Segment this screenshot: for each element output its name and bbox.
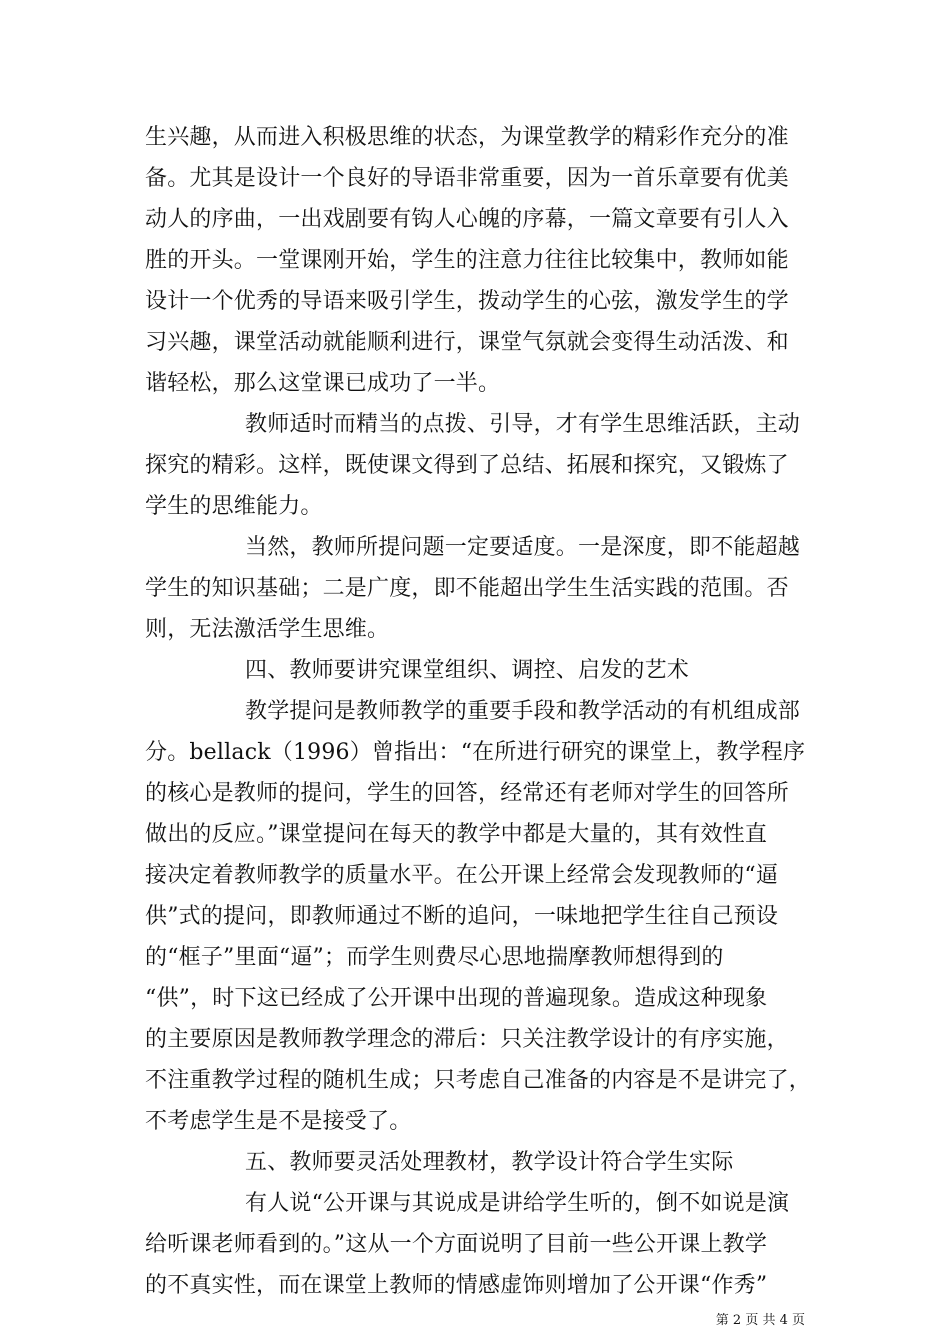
text-line: 教学提问是教师教学的重要手段和教学活动的有机组成部 (245, 699, 801, 724)
text-line: 有人说“公开课与其说成是讲给学生听的，倒不如说是演 (245, 1191, 790, 1216)
text-line: “供”，时下这已经成了公开课中出现的普遍现象。造成这种现象 (145, 986, 768, 1011)
text-line: 动人的序曲，一出戏剧要有钩人心魄的序幕，一篇文章要有引人入 (145, 207, 789, 232)
text-line: 谐轻松，那么这堂课已成功了一半。 (145, 371, 501, 396)
section-heading: 四、教师要讲究课堂组织、调控、启发的艺术 (245, 658, 690, 683)
text-line: 的“框子”里面“逼”；而学生则费尽心思地揣摩教师想得到的 (145, 945, 724, 970)
text-line: 教师适时而精当的点拨、引导，才有学生思维活跃，主动 (245, 412, 801, 437)
text-line: 胜的开头。一堂课刚开始，学生的注意力往往比较集中，教师如能 (145, 248, 789, 273)
text-line: 给听课老师看到的。”这从一个方面说明了目前一些公开课上教学 (145, 1232, 768, 1257)
text-line: 学生的思维能力。 (145, 494, 323, 519)
text-line: 的不真实性，而在课堂上教师的情感虚饰则增加了公开课“作秀” (145, 1273, 768, 1298)
text-line: 的主要原因是教师教学理念的滞后：只关注教学设计的有序实施， (145, 1027, 789, 1052)
text-line: 做出的反应。”课堂提问在每天的教学中都是大量的，其有效性直 (145, 822, 768, 847)
section-heading: 五、教师要灵活处理教材，教学设计符合学生实际 (245, 1150, 734, 1175)
text-line: 接决定着教师教学的质量水平。在公开课上经常会发现教师的“逼 (145, 863, 779, 888)
text-line: 学生的知识基础；二是广度，即不能超出学生生活实践的范围。否 (145, 576, 789, 601)
text-line: 当然，教师所提问题一定要适度。一是深度，即不能超越 (245, 535, 801, 560)
text-line: 探究的精彩。这样，既使课文得到了总结、拓展和探究，又锻炼了 (145, 453, 789, 478)
text-line: 分。bellack（1996）曾指出：“在所进行研究的课堂上，教学程序 (145, 740, 806, 765)
page-number-footer: 第 2 页 共 4 页 (715, 1313, 805, 1328)
text-line: 供”式的提问，即教师通过不断的追问，一味地把学生往自己预设 (145, 904, 779, 929)
text-line: 不考虑学生是不是接受了。 (145, 1109, 412, 1134)
text-line: 习兴趣，课堂活动就能顺利进行，课堂气氛就会变得生动活泼、和 (145, 330, 789, 355)
text-line: 备。尤其是设计一个良好的导语非常重要，因为一首乐章要有优美 (145, 166, 789, 191)
text-line: 的核心是教师的提问，学生的回答，经常还有老师对学生的回答所 (145, 781, 789, 806)
text-line: 生兴趣，从而进入积极思维的状态，为课堂教学的精彩作充分的准 (145, 125, 789, 150)
text-line: 不注重教学过程的随机生成；只考虑自己准备的内容是不是讲完了， (145, 1068, 812, 1093)
text-line: 设计一个优秀的导语来吸引学生，拨动学生的心弦，激发学生的学 (145, 289, 789, 314)
text-line: 则，无法激活学生思维。 (145, 617, 390, 642)
